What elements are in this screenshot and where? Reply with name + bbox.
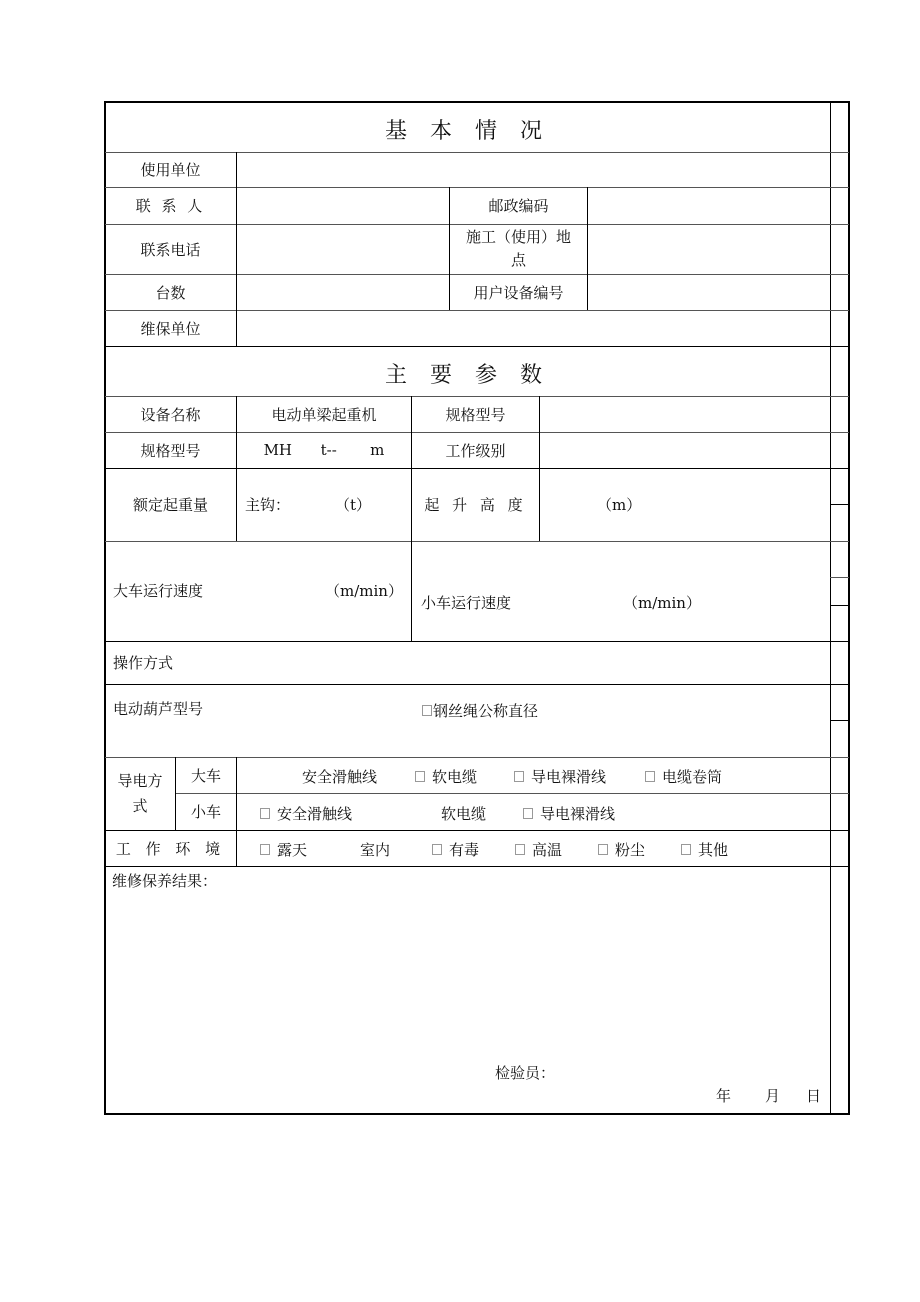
main-hook-label: 主钩： (245, 496, 291, 514)
inspector-label: 检验员： (495, 1064, 556, 1082)
site-label (450, 226, 587, 272)
rope-diameter-label: 钢丝绳公称直径 (433, 702, 539, 720)
option-label: 导电裸滑线 (540, 805, 616, 823)
contact-label: 联 系 人 (135, 197, 206, 215)
device-name-field[interactable]: 电动单梁起重机 (271, 405, 377, 424)
checkbox-icon[interactable] (260, 844, 270, 855)
margin-split (830, 605, 849, 606)
maint-unit-label: 维保单位 (140, 319, 201, 338)
env-option-dust[interactable] (598, 839, 645, 860)
option-label: 软电缆 (441, 805, 487, 823)
rated-load-label: 额定起重量 (132, 496, 208, 514)
option-label: 软电缆 (432, 768, 478, 786)
hoist-model-label: 电动葫芦型号 (113, 700, 204, 718)
trolley-speed-label: 小车运行速度 (421, 594, 512, 612)
section-title-params: 主 要 参 数 (385, 363, 550, 388)
margin-split (830, 577, 849, 578)
main-hook-unit: （t） (335, 496, 372, 514)
result-label: 维修保养结果： (112, 872, 218, 890)
checkbox-icon[interactable] (432, 844, 442, 855)
device-no-label: 用户设备编号 (473, 283, 564, 302)
power-trolley-label: 小车 (190, 803, 221, 821)
row-line (175, 793, 849, 794)
border-top (104, 101, 850, 103)
trolley-option-flexible-cable[interactable] (441, 803, 486, 824)
border-right (848, 101, 850, 1115)
row-line (105, 541, 849, 542)
power-supply-label-line2: 式 (132, 796, 148, 815)
checkbox-icon[interactable] (598, 844, 608, 855)
result-field[interactable] (110, 895, 825, 1055)
option-label: 露天 (277, 841, 308, 859)
border-bottom (104, 1113, 850, 1115)
date-day: 日 (806, 1087, 822, 1105)
checkbox-icon[interactable] (515, 844, 525, 855)
checkbox-icon[interactable] (422, 705, 432, 716)
section-title-basic: 基 本 情 况 (385, 119, 550, 144)
site-field[interactable] (588, 224, 830, 274)
date-month: 月 (765, 1087, 781, 1105)
env-option-other[interactable] (681, 839, 728, 860)
postal-code-label: 邮政编码 (488, 197, 549, 215)
postal-code-field[interactable] (588, 187, 830, 224)
option-label: 高温 (532, 841, 563, 859)
work-class-label: 工作级别 (445, 441, 506, 460)
device-no-field[interactable] (588, 274, 830, 310)
col-line (236, 757, 237, 866)
row-line (105, 346, 849, 347)
lift-height-label: 起 升 高 度 (424, 496, 527, 514)
env-option-outdoor[interactable] (260, 839, 307, 860)
crane-option-cable-reel[interactable] (645, 766, 722, 787)
crane-speed-label: 大车运行速度 (113, 582, 204, 600)
phone-field[interactable] (237, 224, 449, 274)
option-label: 其他 (698, 841, 729, 859)
contact-field[interactable] (237, 187, 449, 224)
checkbox-icon[interactable] (523, 808, 533, 819)
spec-label-b: 规格型号 (140, 441, 201, 460)
power-supply-label (105, 757, 175, 830)
option-label: 安全滑触线 (277, 805, 353, 823)
right-margin-column-line (830, 101, 831, 1115)
device-name-label: 设备名称 (140, 405, 201, 424)
spec-label-a: 规格型号 (445, 405, 506, 424)
env-option-high-temp[interactable] (515, 839, 562, 860)
margin-split (830, 720, 849, 721)
date-year: 年 (716, 1087, 732, 1105)
spec-field-b[interactable]: MH t-- m (263, 441, 385, 459)
power-crane-label: 大车 (190, 766, 221, 785)
trolley-speed-unit: （m/min） (623, 594, 701, 612)
crane-option-flexible-cable[interactable] (415, 766, 477, 787)
work-class-field[interactable] (540, 432, 830, 468)
power-supply-label-line1: 导电方 (117, 771, 163, 790)
option-label: 导电裸滑线 (531, 768, 607, 786)
checkbox-icon[interactable] (415, 771, 425, 782)
user-unit-field[interactable] (237, 152, 830, 187)
option-label: 室内 (360, 841, 391, 859)
checkbox-icon[interactable] (260, 808, 270, 819)
user-unit-label: 使用单位 (140, 161, 201, 179)
trolley-option-safe-trolley-line[interactable] (260, 803, 352, 824)
phone-label: 联系电话 (140, 240, 201, 259)
option-label: 电缆卷筒 (662, 768, 723, 786)
site-label-line1: 施工（使用）地 (465, 228, 571, 246)
count-field[interactable] (237, 274, 449, 310)
maint-unit-field[interactable] (237, 310, 830, 346)
option-label: 粉尘 (615, 841, 646, 859)
row-line (105, 684, 849, 685)
spec-field-a[interactable] (540, 396, 830, 432)
row-line (105, 866, 849, 867)
row-line (105, 641, 849, 642)
site-label-line2: 点 (510, 251, 526, 269)
checkbox-icon[interactable] (681, 844, 691, 855)
rope-diameter-option[interactable] (422, 700, 538, 721)
crane-speed-unit: （m/min） (325, 582, 403, 600)
count-label: 台数 (155, 283, 186, 302)
crane-option-bare-conductor[interactable] (514, 766, 606, 787)
environment-label: 工 作 环 境 (115, 839, 226, 858)
crane-option-safe-trolley-line[interactable] (302, 766, 377, 787)
margin-split (830, 504, 849, 505)
env-option-toxic[interactable] (432, 839, 479, 860)
trolley-option-bare-conductor[interactable] (523, 803, 615, 824)
checkbox-icon[interactable] (645, 771, 655, 782)
checkbox-icon[interactable] (514, 771, 524, 782)
env-option-indoor[interactable] (360, 839, 390, 860)
option-label: 安全滑触线 (302, 768, 378, 786)
option-label: 有毒 (449, 841, 480, 859)
operation-label: 操作方式 (113, 654, 174, 672)
lift-height-unit: （m） (597, 496, 642, 514)
